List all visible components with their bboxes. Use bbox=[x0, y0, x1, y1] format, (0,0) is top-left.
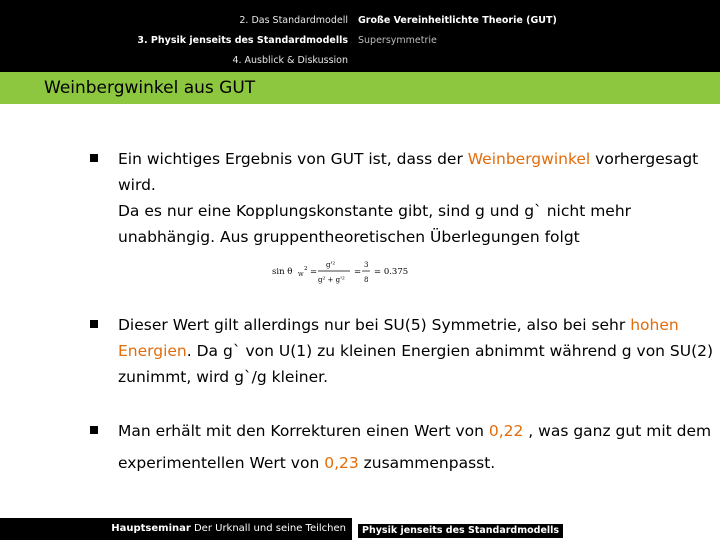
bullet2-pre: Dieser Wert gilt allerdings nur bei SU(5) Symmetrie, also bei sehr bbox=[118, 316, 631, 334]
bullet1-post: vorhergesagt wird. bbox=[118, 150, 699, 194]
bullet3-value1: 0,22 bbox=[488, 422, 524, 440]
bullet1-pre: Ein wichtiges Ergebnis von GUT ist, dass der bbox=[118, 150, 468, 168]
bullet-marker bbox=[90, 426, 98, 434]
section-nav-left bbox=[137, 11, 348, 71]
formula-frac-num: 3 bbox=[364, 261, 369, 269]
bullet-block-1 bbox=[92, 146, 718, 250]
bullet-text-1 bbox=[118, 146, 718, 250]
section-nav-right bbox=[358, 11, 557, 51]
bullet2-post: . Da g` von U(1) zu kleinen Energien abnimmt während g von SU(2) zunimmt, wird g`/g kleiner. bbox=[118, 342, 714, 386]
bullet3-pre: Man erhält mit den Korrekturen einen Wert von bbox=[118, 422, 489, 440]
bullet3-post: zusammenpasst. bbox=[358, 454, 496, 472]
footer-left bbox=[0, 518, 352, 540]
formula-sub: W bbox=[298, 272, 304, 278]
footer-section: Physik jenseits des Standardmodells bbox=[358, 524, 563, 538]
footer-seminar-bold: Hauptseminar bbox=[111, 523, 191, 534]
slide-title: Weinbergwinkel aus GUT bbox=[44, 78, 256, 98]
bullet-text-3 bbox=[118, 415, 718, 479]
bullet-block-3 bbox=[92, 415, 718, 479]
formula-den: g² + g'² bbox=[318, 276, 345, 284]
bullet3-mid: , was ganz gut mit dem experimentellen Wert von bbox=[118, 422, 712, 472]
bullet2-highlight: hohen Energien bbox=[118, 316, 679, 360]
formula-lhs: sin θ bbox=[272, 267, 293, 277]
bullet-marker bbox=[90, 320, 98, 328]
bullet-text-2 bbox=[118, 312, 718, 390]
weinberg-formula bbox=[270, 258, 420, 288]
formula-num: g'² bbox=[326, 261, 336, 269]
bullet-marker bbox=[90, 154, 98, 162]
formula-result: = 0.375 bbox=[374, 267, 409, 277]
footer-right bbox=[352, 518, 720, 540]
formula-sup: 2 bbox=[304, 266, 308, 272]
bullet1-line3: Da es nur eine Kopplungskonstante gibt, sind g und g` nicht mehr unabhängig. Aus gruppentheoretischen Überlegungen folgt bbox=[118, 202, 632, 246]
nav-section-standardmodell[interactable]: 2. Das Standardmodell bbox=[239, 15, 348, 26]
nav-section-ausblick[interactable]: 4. Ausblick & Diskussion bbox=[232, 55, 348, 66]
nav-subsection-gut[interactable]: Große Vereinheitlichte Theorie (GUT) bbox=[358, 15, 557, 26]
nav-section-physik-jenseits[interactable]: 3. Physik jenseits des Standardmodells bbox=[137, 35, 348, 46]
footer-seminar-rest: Der Urknall und seine Teilchen bbox=[190, 523, 346, 534]
nav-subsection-susy[interactable]: Supersymmetrie bbox=[358, 35, 437, 46]
bullet-block-2 bbox=[92, 312, 718, 390]
formula-frac-den: 8 bbox=[364, 276, 369, 284]
bullet1-highlight: Weinbergwinkel bbox=[467, 150, 591, 168]
svg-text:=: = bbox=[310, 267, 318, 277]
svg-text:=: = bbox=[354, 267, 362, 277]
bullet3-value2: 0,23 bbox=[324, 454, 359, 472]
